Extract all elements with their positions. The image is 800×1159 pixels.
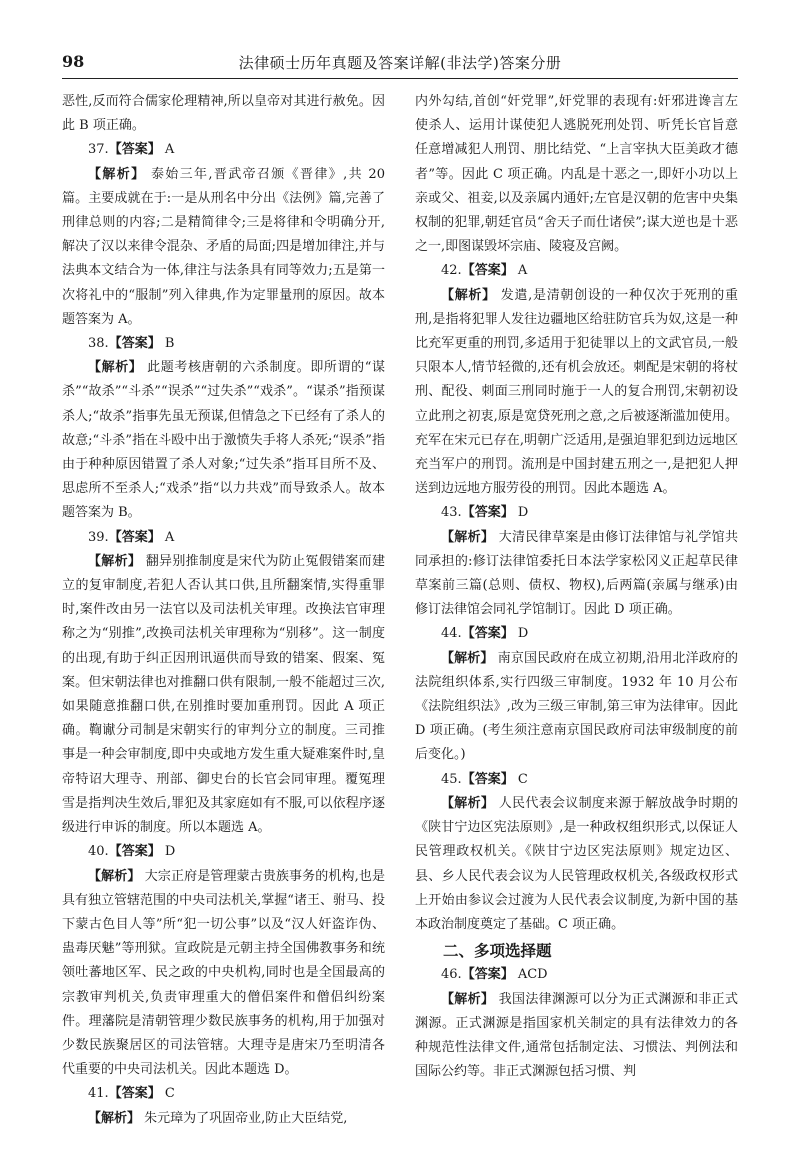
answer-label: 【答案】: [108, 142, 161, 158]
answer-label: 【答案】: [108, 529, 161, 545]
explanation-label: 【解析】: [88, 1110, 141, 1126]
explanation-paragraph: [415, 792, 738, 937]
explanation-label: 【解析】: [441, 529, 495, 545]
answer-line: [415, 768, 738, 792]
answer-line: [415, 259, 738, 283]
question-number: 44.: [441, 626, 462, 642]
answer-line: [415, 963, 738, 987]
explanation-label: 【解析】: [88, 360, 143, 376]
paragraph-continuation: 恶性,反而符合儒家伦理精神,所以皇帝对其进行赦免。因此 B 项正确。: [62, 94, 385, 134]
question-number: 40.: [88, 844, 109, 860]
answer-value: B: [164, 336, 175, 352]
answer-value: A: [164, 529, 175, 545]
question-number: 46.: [441, 967, 462, 983]
question-number: 42.: [441, 263, 462, 279]
question-number: 39.: [88, 529, 109, 545]
answer-label: 【答案】: [461, 771, 514, 787]
answer-value: A: [164, 142, 175, 158]
answer-label: 【答案】: [461, 263, 514, 279]
answer-value: A: [517, 263, 528, 279]
right-column: [415, 90, 738, 1084]
answer-line: [62, 526, 385, 550]
explanation-label: 【解析】: [88, 868, 141, 884]
explanation-paragraph: [62, 163, 385, 332]
answer-label: 【答案】: [108, 844, 161, 860]
question-number: 41.: [88, 1086, 109, 1102]
page-header: [62, 48, 738, 79]
answer-label: 【答案】: [108, 1086, 161, 1102]
answer-value: ACD: [517, 967, 548, 983]
left-column: [62, 90, 385, 1131]
answer-label: 【答案】: [461, 967, 514, 983]
explanation-paragraph: [415, 284, 738, 502]
explanation-paragraph: [62, 356, 385, 525]
explanation-paragraph: [415, 647, 738, 768]
explanation-text: 南京国民政府在成立初期,沿用北洋政府的法院组织体系,实行四级三审制度。1932 年 10 月公布《法院组织法》,改为三级三审制,第三审为法律审。因此 D 项正确。(考生须注意南京国民政府司法审级制度的前后变化。): [415, 650, 738, 763]
explanation-text: 泰始三年,晋武帝召颁《晋律》,共 20 篇。主要成就在于:一是从刑名中分出《法例》篇,完善了刑律总则的内容;二是精简律令;三是将律和令明确分开,解决了汉以来律令混杂、矛盾的局面;四是增加律注,并与法典本文结合为一体,律注与法条具有同等效力;五是第一次将礼中的“服制”列入律典,作为定罪量刑的原因。故本题答案为 A。: [62, 166, 385, 327]
explanation-label: 【解析】: [441, 991, 495, 1007]
answer-line: [62, 332, 385, 356]
explanation-label: 【解析】: [441, 795, 495, 811]
explanation-label: 【解析】: [88, 553, 142, 569]
answer-line: [62, 138, 385, 162]
paragraph-continuation: 内外勾结,首创“奸党罪”,奸党罪的表现有:奸邪进谗言左使杀人、运用计谋使犯人逃脱死刑处罚、听凭长官旨意任意增减犯人刑罚、朋比结党、“上言宰执大臣美政才德者”等。因此 C 项正确。内乱是十恶之一,即奸小功以上亲或父、祖妾,以及亲属内通奸;左官是汉朝的危害中央集权制的犯罪,朝廷官员“舍天子而仕诸侯”;谋大逆也是十恶之一,即图谋毁坏宗庙、陵寝及宫阙。: [415, 94, 738, 255]
explanation-label: 【解析】: [88, 166, 146, 182]
answer-line: [415, 622, 738, 646]
answer-label: 【答案】: [461, 505, 514, 521]
explanation-text: 发遣,是清朝创设的一种仅次于死刑的重刑,是指将犯罪人发往边疆地区给驻防官兵为奴,这是一种比充军更重的刑罚,多适用于犯徒罪以上的文武官员,一般只限本人,情节轻微的,还有机会放还。刺配是宋朝的将杖刑、配役、刺面三刑同时施于一人的复合刑罚,宋朝初设立此刑之初衷,原是宽贷死刑之意,之后被逐渐滥加使用。充军在宋元已存在,明朝广泛适用,是强迫罪犯到边远地区充当军户的刑罚。流刑是中国封建五刑之一,是把犯人押送到边远地方服劳役的刑罚。因此本题选 A。: [415, 287, 738, 497]
answer-label: 【答案】: [108, 336, 161, 352]
explanation-label: 【解析】: [441, 287, 496, 303]
explanation-paragraph: [62, 1107, 385, 1131]
question-number: 45.: [441, 771, 462, 787]
explanation-label: 【解析】: [441, 650, 494, 666]
answer-value: D: [164, 844, 176, 860]
answer-line: [62, 1082, 385, 1106]
answer-label: 【答案】: [461, 626, 514, 642]
answer-line: [62, 840, 385, 864]
page-number: 98: [62, 52, 85, 71]
explanation-text: 朱元璋为了巩固帝业,防止大臣结党,: [144, 1110, 348, 1126]
question-number: 37.: [88, 142, 109, 158]
answer-value: C: [517, 771, 528, 787]
explanation-text: 我国法律渊源可以分为正式渊源和非正式渊源。正式渊源是指国家机关制定的具有法律效力的各种规范性法律文件,通常包括制定法、习惯法、判例法和国际公约等。非正式渊源包括习惯、判: [415, 991, 738, 1080]
answer-line: [415, 501, 738, 525]
explanation-text: 人民代表会议制度来源于解放战争时期的《陕甘宁边区宪法原则》,是一种政权组织形式,以保证人民管理政权机关。《陕甘宁边区宪法原则》规定边区、县、乡人民代表会议为人民管理政权机关,各级政权形式上开始由参议会过渡为人民代表会议制度,为新中国的基本政治制度奠定了基础。C 项正确。: [415, 795, 738, 932]
answer-value: C: [164, 1086, 175, 1102]
section-heading: 二、多项选择题: [443, 941, 552, 961]
explanation-paragraph: [415, 526, 738, 623]
explanation-text: 此题考核唐朝的六杀制度。即所谓的“谋杀”“故杀”“斗杀”“误杀”“过失杀”“戏杀”。“谋杀”指预谋杀人;“故杀”指事先虽无预谋,但情急之下已经有了杀人的故意;“斗杀”指在斗殴中出于激愤失手将人杀死;“误杀”指由于种种原因错置了杀人对象;“过失杀”指耳目所不及、思虑所不至杀人;“戏杀”指“以力共戏”而导致杀人。故本题答案为 B。: [62, 360, 385, 521]
explanation-paragraph: [62, 865, 385, 1083]
explanation-text: 翻异别推制度是宋代为防止冤假错案而建立的复审制度,若犯人否认其口供,且所翻案情,实得重罪时,案件改由另一法官以及司法机关审理。改换法官审理称之为“别推”,改换司法机关审理称为“别移”。这一制度的出现,有助于纠正因刑讯逼供而导致的错案、假案、冤案。但宋朝法律也对推翻口供有限制,一般不能超过三次,如果随意推翻口供,在别推时要加重刑罚。因此 A 项正确。鞫谳分司制是宋朝实行的审判分立的制度。三司推事是一种会审制度,即中央或地方发生重大疑难案件时,皇帝特诏大理寺、刑部、御史台的长官会同审理。覆冤理雪是指判决生效后,罪犯及其家庭如有不服,可以依程序逐级进行申诉的制度。所以本题选 A。: [62, 553, 385, 836]
explanation-text: 大宗正府是管理蒙古贵族事务的机构,也是具有独立管辖范围的中央司法机关,掌握“诸王、驸马、投下蒙古色目人等”所“犯一切公事”以及“汉人奸盗诈伪、蛊毒厌魅”等刑狱。宣政院是元朝主持全国佛教事务和统领吐蕃地区军、民之政的中央机构,同时也是全国最高的宗教审判机关,负责审理重大的僧侣案件和僧侣纠纷案件。理藩院是清朝管理少数民族事务的机构,用于加强对少数民族聚居区的司法管辖。大理寺是唐宋乃至明清各代重要的中央司法机关。因此本题选 D。: [62, 868, 385, 1078]
question-number: 43.: [441, 505, 462, 521]
running-title: 法律硕士历年真题及答案详解(非法学)答案分册: [238, 54, 562, 72]
answer-value: D: [517, 505, 529, 521]
answer-value: D: [517, 626, 529, 642]
explanation-paragraph: [62, 550, 385, 840]
explanation-paragraph: [415, 988, 738, 1085]
explanation-text: 大清民律草案是由修订法律馆与礼学馆共同承担的:修订法律馆委托日本法学家松冈义正起草民律草案前三篇(总则、债权、物权),后两篇(亲属与继承)由修订法律馆会同礼学馆制订。因此 D 项正确。: [415, 529, 738, 618]
question-number: 38.: [88, 336, 109, 352]
